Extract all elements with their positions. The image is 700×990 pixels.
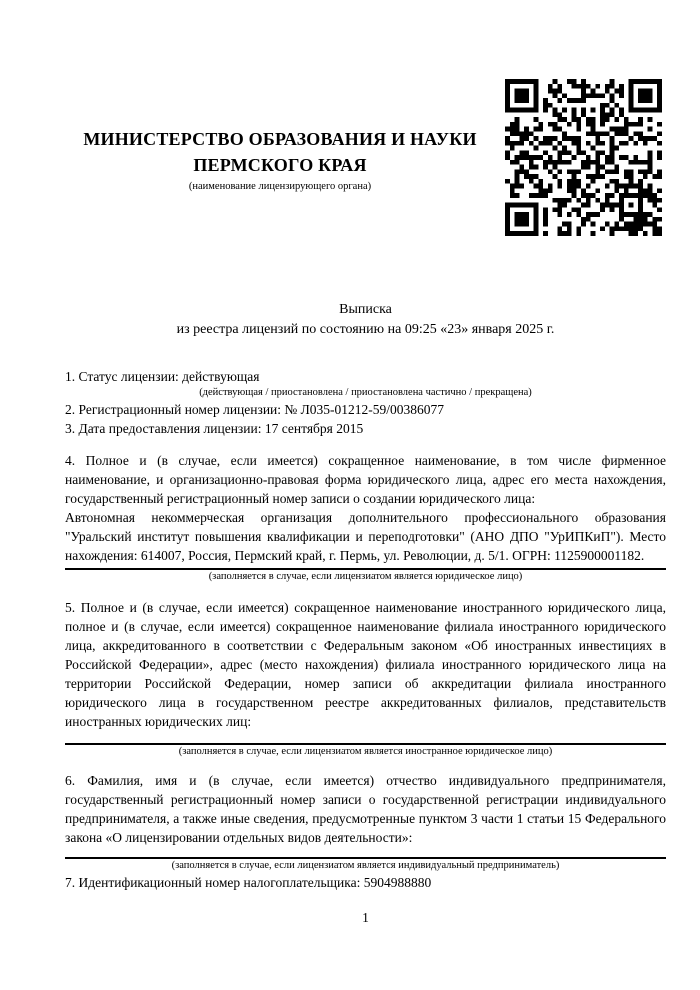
licensing-authority-block [65, 126, 495, 194]
taxpayer-inn-text: 7. Идентификационный номер налогоплательщика: 5904988880 [65, 875, 432, 890]
ministry-name-line1: МИНИСТЕРСТВО ОБРАЗОВАНИЯ И НАУКИ [83, 129, 477, 149]
document-title [65, 300, 666, 340]
entrepreneur-label: 6. Фамилия, имя и (в случае, если имеется) отчество индивидуального предпринимателя, государственный регистрационный номер записи о государственной регистрации индивидуального предпринимателя, а также иные сведения, предусмотренные пунктом 3 части 1 статьи 15 Федерального закона «О лицензировании отдельных видов деятельности»: [65, 773, 666, 845]
foreign-entity-caption: (заполняется в случае, если лицензиатом является иностранное юридическое лицо) [178, 746, 553, 757]
foreign-entity-label: 5. Полное и (в случае, если имеется) сокращенное наименование иностранного юридического лица, полное и (в случае, если имеется) сокращенное наименование филиала иностранного юридического лица, аккредитованного в соответствии с Федеральным законом «Об иностранных инвестициях в Российской Федерации», адрес (место нахождения) филиала иностранного юридического лица на территории Российской Федерации, номер записи об аккредитации филиала иностранного юридического лица в государственном реестре аккредитованных филиалов, представительств иностранных юридических лиц: [65, 600, 666, 729]
legal-entity-caption: (заполняется в случае, если лицензиатом является юридическое лицо) [208, 571, 523, 582]
legal-entity-value: Автономная некоммерческая организация дополнительного профессионального образования "Уральский институт повышения квалификации и переподготовки" (АНО ДПО "УрИПКиП"). Место нахождения: 614007, Россия, Пермский край, г. Пермь, ул. Революции, д. 5/1. ОГРН: 1125900001182. [65, 510, 666, 563]
qr-code-image [505, 79, 662, 236]
license-status-text: 1. Статус лицензии: действующая [65, 369, 260, 384]
page-number: 1 [362, 910, 369, 925]
registration-number-text: 2. Регистрационный номер лицензии: № Л035-01212-59/00386077 [65, 402, 445, 417]
ministry-caption: (наименование лицензирующего органа) [188, 181, 372, 192]
item-foreign-legal-entity [65, 598, 666, 759]
qr-code [505, 79, 662, 236]
item-license-status [65, 367, 666, 400]
item-individual-entrepreneur [65, 771, 666, 873]
license-grant-date-text: 3. Дата предоставления лицензии: 17 сентября 2015 [65, 421, 364, 436]
document-title-line1: Выписка [339, 302, 392, 317]
entrepreneur-caption: (заполняется в случае, если лицензиатом является индивидуальный предприниматель) [171, 860, 560, 871]
legal-entity-label: 4. Полное и (в случае, если имеется) сокращенное наименование, в том числе фирменное наименование, и организационно-правовая форма юридического лица, адрес его места нахождения, государственный регистрационный номер записи о создании юридического лица: [65, 453, 666, 506]
ministry-name-line2: ПЕРМСКОГО КРАЯ [193, 155, 367, 175]
document-title-line2: из реестра лицензий по состоянию на 09:25 «23» января 2025 г. [176, 322, 555, 337]
item-legal-entity [65, 451, 666, 584]
document-body [65, 367, 666, 892]
license-status-options-caption: (действующая / приостановлена / приостановлена частично / прекращена) [199, 387, 532, 398]
